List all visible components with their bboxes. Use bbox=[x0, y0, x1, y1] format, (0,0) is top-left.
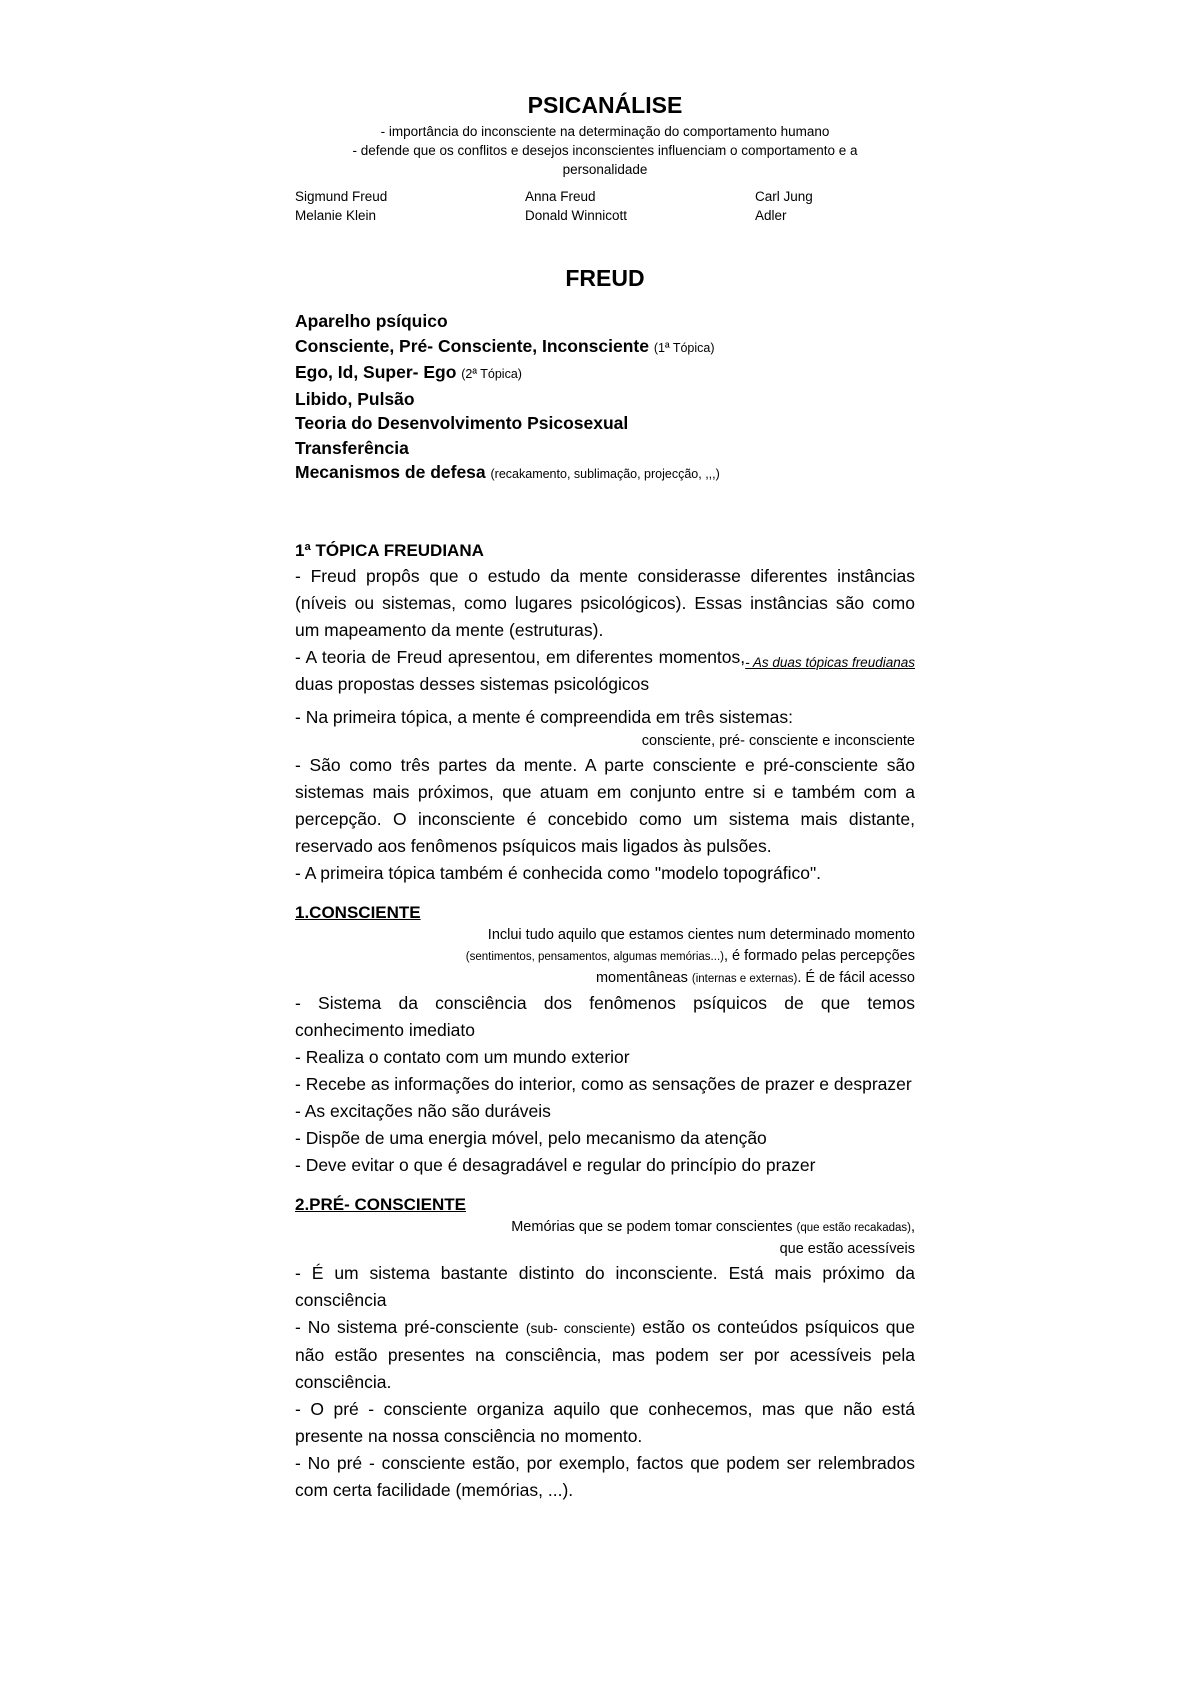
topic-item: Aparelho psíquico bbox=[295, 311, 448, 331]
author-name: Anna Freud bbox=[525, 189, 596, 204]
right-note: Memórias que se podem tomar conscientes (que estão recakadas), bbox=[511, 1218, 915, 1235]
heading-primeira-topica: 1ª TÓPICA FREUDIANA bbox=[295, 540, 484, 560]
topic-note: (2ª Tópica) bbox=[461, 367, 522, 381]
author-name: Carl Jung bbox=[755, 189, 813, 204]
section-title-freud: FREUD bbox=[565, 265, 645, 291]
list-item: - Sistema da consciência dos fenômenos psíquicos de que temos conhecimento imediato bbox=[295, 992, 915, 1040]
topic-note: (recakamento, sublimação, projecção, ,,,) bbox=[490, 467, 720, 481]
topic-note: (1ª Tópica) bbox=[653, 340, 715, 355]
author-name: Melanie Klein bbox=[295, 208, 377, 223]
authors-grid bbox=[295, 187, 915, 225]
topic-item: Consciente, Pré- Consciente, Inconsciente (1ª Tópica) bbox=[295, 335, 715, 356]
subtitle-line-2: - defende que os conflitos e desejos inconscientes influenciam o comportamento e a bbox=[352, 143, 858, 158]
topic-item: Transferência bbox=[295, 437, 409, 458]
author-name: Adler bbox=[755, 208, 787, 223]
subtitle-line-3: personalidade bbox=[562, 162, 648, 177]
topic-item: Teoria do Desenvolvimento Psicosexual bbox=[295, 413, 629, 433]
list-item: - Deve evitar o que é desagradável e regular do princípio do prazer bbox=[295, 1154, 816, 1175]
list-item: - No pré - consciente estão, por exemplo, factos que podem ser relembrados com certa facilidade (memórias, ...). bbox=[295, 1452, 915, 1500]
heading-consciente: 1.CONSCIENTE bbox=[295, 902, 421, 922]
paragraph: - Freud propôs que o estudo da mente considerasse diferentes instâncias (níveis ou sistemas, como lugares psicológicos). Essas instâncias são como um mapeamento da mente (estruturas). bbox=[295, 565, 915, 640]
right-note: momentâneas (internas e externas). É de fácil acesso bbox=[595, 969, 915, 986]
list-item: - As excitações não são duráveis bbox=[295, 1100, 551, 1121]
topic-item: Mecanismos de defesa (recakamento, sublimação, projecção, ,,,) bbox=[295, 462, 720, 482]
subtitle-line-1: - importância do inconsciente na determinação do comportamento humano bbox=[380, 124, 830, 139]
list-item: - Dispõe de uma energia móvel, pelo mecanismo da atenção bbox=[295, 1127, 767, 1148]
author-name: Donald Winnicott bbox=[525, 208, 628, 223]
right-note: (sentimentos, pensamentos, algumas memórias...), é formado pelas percepções bbox=[465, 947, 915, 964]
right-note: consciente, pré- consciente e inconsciente bbox=[641, 732, 915, 749]
paragraph: - São como três partes da mente. A parte consciente e pré-consciente são sistemas mais próximos, que atuam em conjunto entre si e também com a percepção. O inconsciente é concebido como um sistema mais distante, reservado aos fenômenos psíquicos mais ligados às pulsões. bbox=[295, 754, 915, 856]
paragraph: - Na primeira tópica, a mente é compreendida em três sistemas: bbox=[295, 706, 793, 727]
list-item: - No sistema pré-consciente (sub- consciente) estão os conteúdos psíquicos que não estão presentes na consciência, mas podem ser por acessíveis pela consciência. bbox=[295, 1316, 915, 1392]
list-item: - É um sistema bastante distinto do inconsciente. Está mais próximo da consciência bbox=[295, 1262, 915, 1310]
paragraph: - As duas tópicas freudianas - A teoria de Freud apresentou, em diferentes momentos, duas propostas desses sistemas psicológicos bbox=[295, 646, 915, 694]
list-item: - Realiza o contato com um mundo exterior bbox=[295, 1046, 630, 1067]
page-title: PSICANÁLISE bbox=[527, 92, 683, 118]
topic-item: Libido, Pulsão bbox=[295, 388, 415, 409]
right-note: Inclui tudo aquilo que estamos cientes num determinado momento bbox=[487, 926, 915, 943]
topic-item: Ego, Id, Super- Ego (2ª Tópica) bbox=[295, 362, 522, 382]
reference-link[interactable]: - As duas tópicas freudianas bbox=[745, 654, 915, 670]
list-item: - O pré - consciente organiza aquilo que conhecemos, mas que não está presente na nossa consciência no momento. bbox=[295, 1398, 915, 1446]
list-item: - Recebe as informações do interior, como as sensações de prazer e desprazer bbox=[295, 1073, 912, 1094]
heading-pre-consciente: 2.PRÉ- CONSCIENTE bbox=[295, 1194, 466, 1214]
freud-topic-list bbox=[295, 309, 915, 487]
paragraph: - A primeira tópica também é conhecida como "modelo topográfico". bbox=[295, 862, 822, 883]
author-name: Sigmund Freud bbox=[295, 189, 388, 204]
right-note: que estão acessíveis bbox=[779, 1240, 915, 1257]
